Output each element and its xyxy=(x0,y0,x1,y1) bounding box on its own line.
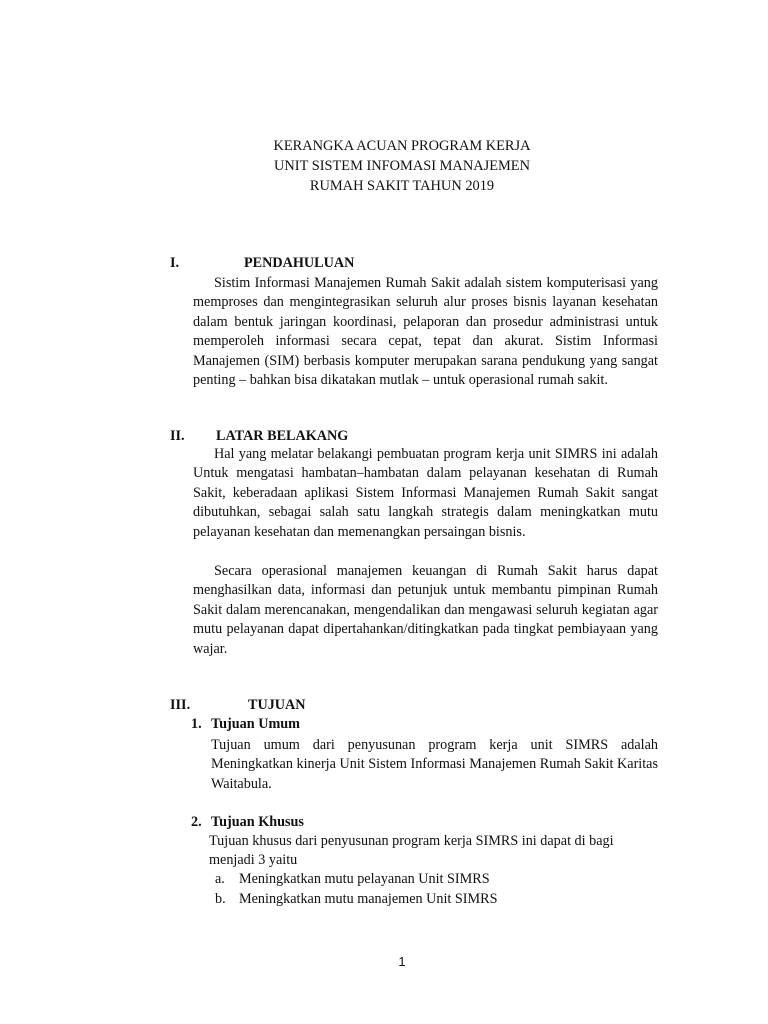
pendahuluan-paragraph: Sistim Informasi Manajemen Rumah Sakit adalah sistem komputerisasi yang memproses dan mengintegrasikan seluruh alur proses bisnis layanan kesehatan dalam bentuk jaringan koordinasi, pelaporan dan prosedur administrasi untuk memperoleh informasi secara cepat, tepat dan akurat. Sistim Informasi Manajemen (SIM) berbasis komputer merupakan sarana pendukung yang sangat penting – bahkan bisa dikatakan mutlak – untuk operasional rumah sakit. xyxy=(193,275,658,389)
document-title xyxy=(0,136,768,196)
section-title: TUJUAN xyxy=(248,697,306,713)
section-heading-tujuan xyxy=(170,696,306,715)
list-marker: b. xyxy=(215,891,226,907)
list-item-text: Meningkatkan mutu manajemen Unit SIMRS xyxy=(239,891,498,907)
latar-belakang-paragraph-1: Hal yang melatar belakangi pembuatan program kerja unit SIMRS ini adalah Untuk mengatasi hambatan–hambatan dalam pelayanan kesehatan di Rumah Sakit, keberadaan aplikasi Sistem Informasi Manajemen Rumah Sakit sangat dibutuhkan, sebagai salah satu langkah strategis dalam meningkatkan mutu pelayanan kesehatan dan memenangkan persaingan bisnis. xyxy=(193,446,658,540)
tujuan-khusus-text: Tujuan khusus dari penyusunan program kerja SIMRS ini dapat di bagi menjadi 3 yaitu xyxy=(209,833,614,869)
title-line-1: KERANGKA ACUAN PROGRAM KERJA xyxy=(273,138,531,154)
page-number: 1 xyxy=(398,954,406,969)
list-marker: a. xyxy=(215,871,225,887)
subheading-title: Tujuan Umum xyxy=(211,716,300,732)
section-title: PENDAHULUAN xyxy=(244,255,355,271)
tujuan-umum-text: Tujuan umum dari penyusunan program kerja unit SIMRS adalah Meningkatkan kinerja Unit Sistem Informasi Manajemen Rumah Sakit Karitas Waitabula. xyxy=(211,737,658,792)
subheading-tujuan-umum xyxy=(191,715,300,734)
section-heading-pendahuluan xyxy=(170,254,354,273)
section-heading-latar-belakang xyxy=(170,427,348,446)
subheading-number: 2. xyxy=(191,814,202,830)
subheading-title: Tujuan Khusus xyxy=(211,814,304,830)
latar-belakang-paragraph-2: Secara operasional manajemen keuangan di Rumah Sakit harus dapat menghasilkan data, informasi dan petunjuk untuk membantu pimpinan Rumah Sakit dalam merencanakan, mengendalikan dan mengawasi seluruh kegiatan agar mutu pelayanan dapat dipertahankan/ditingkatkan pada tingkat pembiayaan yang wajar. xyxy=(193,563,658,657)
list-item-text: Meningkatkan mutu pelayanan Unit SIMRS xyxy=(239,871,490,887)
list-item xyxy=(215,870,490,889)
title-line-2: UNIT SISTEM INFOMASI MANAJEMEN xyxy=(274,158,530,174)
subheading-tujuan-khusus xyxy=(191,813,304,832)
section-number: I. xyxy=(170,255,180,271)
section-title: LATAR BELAKANG xyxy=(216,428,349,444)
section-number: III. xyxy=(170,697,191,713)
subheading-number: 1. xyxy=(191,716,202,732)
section-number: II. xyxy=(170,428,185,444)
list-item xyxy=(215,890,498,909)
title-line-3: RUMAH SAKIT TAHUN 2019 xyxy=(309,178,495,194)
